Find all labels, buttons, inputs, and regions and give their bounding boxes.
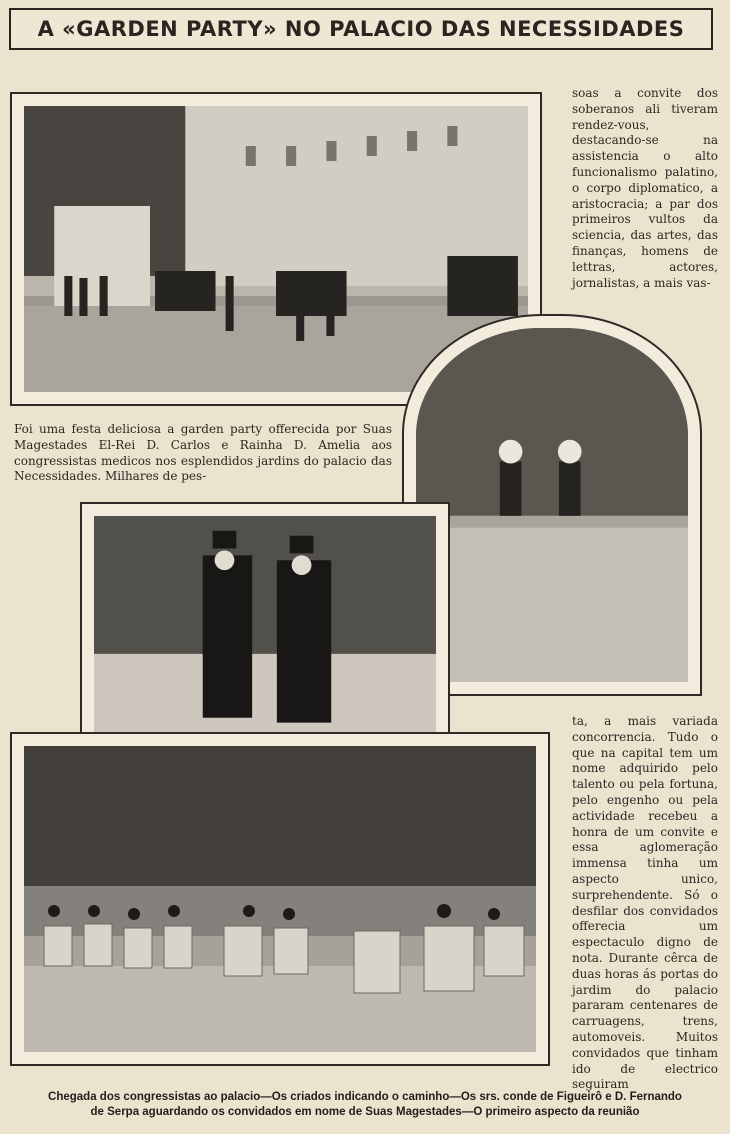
photo-caption <box>4 1090 726 1120</box>
page-headline: A «GARDEN PARTY» NO PALACIO DAS NECESSIDADES <box>9 8 713 50</box>
photo-servants-indicating-way <box>416 328 688 682</box>
photo-first-aspect-of-reunion <box>24 746 536 1052</box>
photo-conde-figueiro-fernando-serpa <box>94 516 436 762</box>
article-paragraph-start: Foi uma festa deliciosa a garden party offerecida por Suas Magestades El-Rei D. Carlos e Rainha D. Amelia aos congressistas medicos nos esplendidos jardins do palacio das Necessidades. Milhares de pes- <box>14 422 392 484</box>
article-text-middle-left <box>14 422 392 485</box>
photo-frame-reunion <box>10 732 550 1066</box>
article-text-right-bottom: ta, a mais variada concorrencia. Tudo o que na capital tem um nome adquirido pelo talento ou pela fortuna, pelo engenho ou pela actividade recebeu a honra de um convite e essa aglomeração immensa tinha um aspecto unico, surprehendente. Só o desfilar dos convidados offerecia um espectaculo digno de nota. Durante cêrca de duas horas ás portas do jardim do palacio pararam centenares de carruagens, trens, automoveis. Muitos convidados que tinham ido de electrico seguiram <box>572 714 718 1092</box>
caption-line-2: de Serpa aguardando os convidados em nome de Suas Magestades—O primeiro aspecto da reunião <box>90 1106 640 1118</box>
article-text-right-top: soas a convite dos soberanos ali tiveram rendez-vous, destacando-se na assistencia o alto funcionalismo palatino, o corpo diplomatico, a aristocracia; a par dos primeiros vultos da sciencia, das artes, das finanças, homens de lettras, actores, jornalistas, a mais vas- <box>572 86 718 290</box>
caption-line-1: Chegada dos congressistas ao palacio—Os criados indicando o caminho—Os srs. conde de Figueirô e D. Fernando <box>48 1091 682 1103</box>
